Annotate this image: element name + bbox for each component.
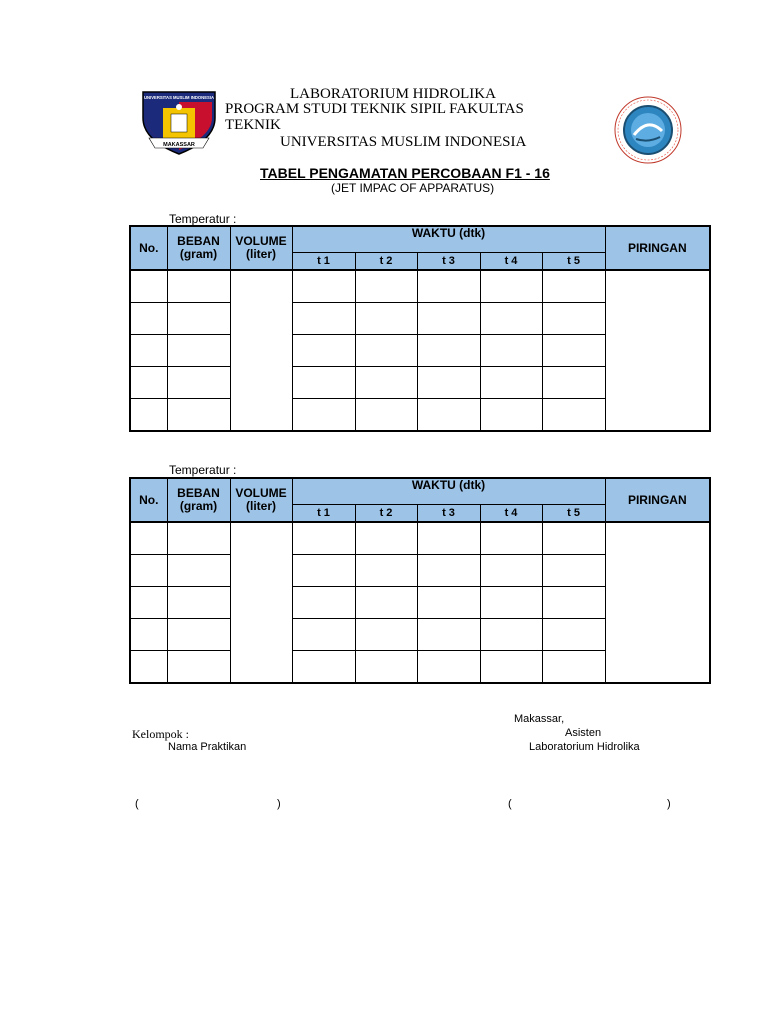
page-subtitle: (JET IMPAC OF APPARATUS)	[331, 181, 495, 195]
cell-t2[interactable]	[355, 399, 417, 432]
cell-beban[interactable]	[167, 651, 230, 684]
cell-t4[interactable]	[480, 555, 542, 587]
cell-t1[interactable]	[292, 399, 355, 432]
cell-piringan[interactable]	[605, 270, 710, 431]
cell-t4[interactable]	[480, 651, 542, 684]
col-t5-header: t 5	[542, 505, 605, 523]
cell-t2[interactable]	[355, 555, 417, 587]
cell-beban[interactable]	[167, 522, 230, 555]
cell-beban[interactable]	[167, 555, 230, 587]
cell-volume[interactable]	[230, 270, 292, 431]
signature-paren-open-right: (	[508, 798, 512, 810]
cell-no[interactable]	[130, 335, 167, 367]
cell-t4[interactable]	[480, 522, 542, 555]
temperature-label: Temperatur :	[169, 463, 237, 477]
cell-t3[interactable]	[417, 555, 480, 587]
cell-t1[interactable]	[292, 303, 355, 335]
cell-t1[interactable]	[292, 587, 355, 619]
temperature-label: Temperatur :	[169, 212, 237, 226]
col-beban-header: BEBAN (gram)	[167, 226, 230, 270]
col-t2-header: t 2	[355, 505, 417, 523]
header-line-2: PROGRAM STUDI TEKNIK SIPIL FAKULTAS	[225, 101, 524, 117]
observation-table	[129, 477, 711, 684]
col-volume-header: VOLUME (liter)	[230, 226, 292, 270]
cell-no[interactable]	[130, 399, 167, 432]
lab-label: Laboratorium Hidrolika	[529, 741, 640, 753]
cell-t2[interactable]	[355, 335, 417, 367]
cell-beban[interactable]	[167, 619, 230, 651]
cell-no[interactable]	[130, 303, 167, 335]
cell-t4[interactable]	[480, 335, 542, 367]
cell-t3[interactable]	[417, 619, 480, 651]
cell-t3[interactable]	[417, 587, 480, 619]
cell-t3[interactable]	[417, 522, 480, 555]
cell-t5[interactable]	[542, 555, 605, 587]
cell-t2[interactable]	[355, 587, 417, 619]
signature-paren-open-left: (	[135, 798, 139, 810]
cell-t2[interactable]	[355, 619, 417, 651]
col-t1-header: t 1	[292, 253, 355, 271]
cell-t4[interactable]	[480, 303, 542, 335]
cell-t5[interactable]	[542, 303, 605, 335]
col-beban-header: BEBAN (gram)	[167, 478, 230, 522]
cell-t4[interactable]	[480, 619, 542, 651]
cell-volume[interactable]	[230, 522, 292, 683]
cell-t2[interactable]	[355, 651, 417, 684]
cell-t3[interactable]	[417, 335, 480, 367]
cell-beban[interactable]	[167, 587, 230, 619]
kelompok-label: Kelompok :	[132, 727, 189, 741]
header-line-4: UNIVERSITAS MUSLIM INDONESIA	[280, 134, 527, 150]
cell-t5[interactable]	[542, 399, 605, 432]
col-no-header: No.	[130, 478, 167, 522]
col-t2-header: t 2	[355, 253, 417, 271]
col-t5-header: t 5	[542, 253, 605, 271]
table-row	[130, 522, 710, 555]
cell-t5[interactable]	[542, 587, 605, 619]
cell-t1[interactable]	[292, 522, 355, 555]
col-t1-header: t 1	[292, 505, 355, 523]
cell-t5[interactable]	[542, 619, 605, 651]
cell-no[interactable]	[130, 587, 167, 619]
cell-t1[interactable]	[292, 367, 355, 399]
cell-no[interactable]	[130, 367, 167, 399]
cell-no[interactable]	[130, 619, 167, 651]
col-t4-header: t 4	[480, 505, 542, 523]
signature-paren-close-left: )	[277, 798, 281, 810]
svg-text:MAKASSAR: MAKASSAR	[163, 142, 195, 148]
cell-t3[interactable]	[417, 367, 480, 399]
cell-t4[interactable]	[480, 367, 542, 399]
cell-t1[interactable]	[292, 619, 355, 651]
cell-t5[interactable]	[542, 270, 605, 303]
col-waktu-header: WAKTU (dtk)	[292, 226, 605, 253]
cell-t1[interactable]	[292, 335, 355, 367]
col-piringan-header: PIRINGAN	[605, 226, 710, 270]
cell-t3[interactable]	[417, 651, 480, 684]
cell-t4[interactable]	[480, 270, 542, 303]
col-piringan-header: PIRINGAN	[605, 478, 710, 522]
col-t4-header: t 4	[480, 253, 542, 271]
cell-t5[interactable]	[542, 335, 605, 367]
cell-no[interactable]	[130, 555, 167, 587]
cell-t3[interactable]	[417, 270, 480, 303]
cell-no[interactable]	[130, 522, 167, 555]
page-title: TABEL PENGAMATAN PERCOBAAN F1 - 16	[260, 165, 550, 181]
col-t3-header: t 3	[417, 505, 480, 523]
cell-t2[interactable]	[355, 303, 417, 335]
city-label: Makassar,	[514, 713, 565, 725]
cell-beban[interactable]	[167, 399, 230, 432]
cell-beban[interactable]	[167, 335, 230, 367]
col-no-header: No.	[130, 226, 167, 270]
table-row	[130, 270, 710, 303]
cell-beban[interactable]	[167, 367, 230, 399]
header-line-1: LABORATORIUM HIDROLIKA	[290, 86, 496, 102]
cell-no[interactable]	[130, 651, 167, 684]
cell-no[interactable]	[130, 270, 167, 303]
signature-paren-close-right: )	[667, 798, 671, 810]
nama-praktikan-label: Nama Praktikan	[168, 741, 247, 753]
cell-t5[interactable]	[542, 367, 605, 399]
observation-table	[129, 225, 711, 432]
cell-t4[interactable]	[480, 399, 542, 432]
cell-beban[interactable]	[167, 270, 230, 303]
cell-t3[interactable]	[417, 303, 480, 335]
cell-t5[interactable]	[542, 522, 605, 555]
col-t3-header: t 3	[417, 253, 480, 271]
asisten-label: Asisten	[565, 727, 602, 739]
cell-t1[interactable]	[292, 270, 355, 303]
cell-t5[interactable]	[542, 651, 605, 684]
cell-t3[interactable]	[417, 399, 480, 432]
cell-piringan[interactable]	[605, 522, 710, 683]
col-volume-header: VOLUME (liter)	[230, 478, 292, 522]
cell-t2[interactable]	[355, 522, 417, 555]
cell-t1[interactable]	[292, 651, 355, 684]
university-logo	[141, 88, 217, 156]
cell-beban[interactable]	[167, 303, 230, 335]
svg-text:UNIVERSITAS MUSLIM INDONESIA: UNIVERSITAS MUSLIM INDONESIA	[144, 95, 214, 100]
cell-t1[interactable]	[292, 555, 355, 587]
lab-emblem-logo	[606, 95, 690, 165]
cell-t2[interactable]	[355, 270, 417, 303]
cell-t2[interactable]	[355, 367, 417, 399]
header-line-3: TEKNIK	[225, 117, 281, 133]
cell-t4[interactable]	[480, 587, 542, 619]
col-waktu-header: WAKTU (dtk)	[292, 478, 605, 505]
